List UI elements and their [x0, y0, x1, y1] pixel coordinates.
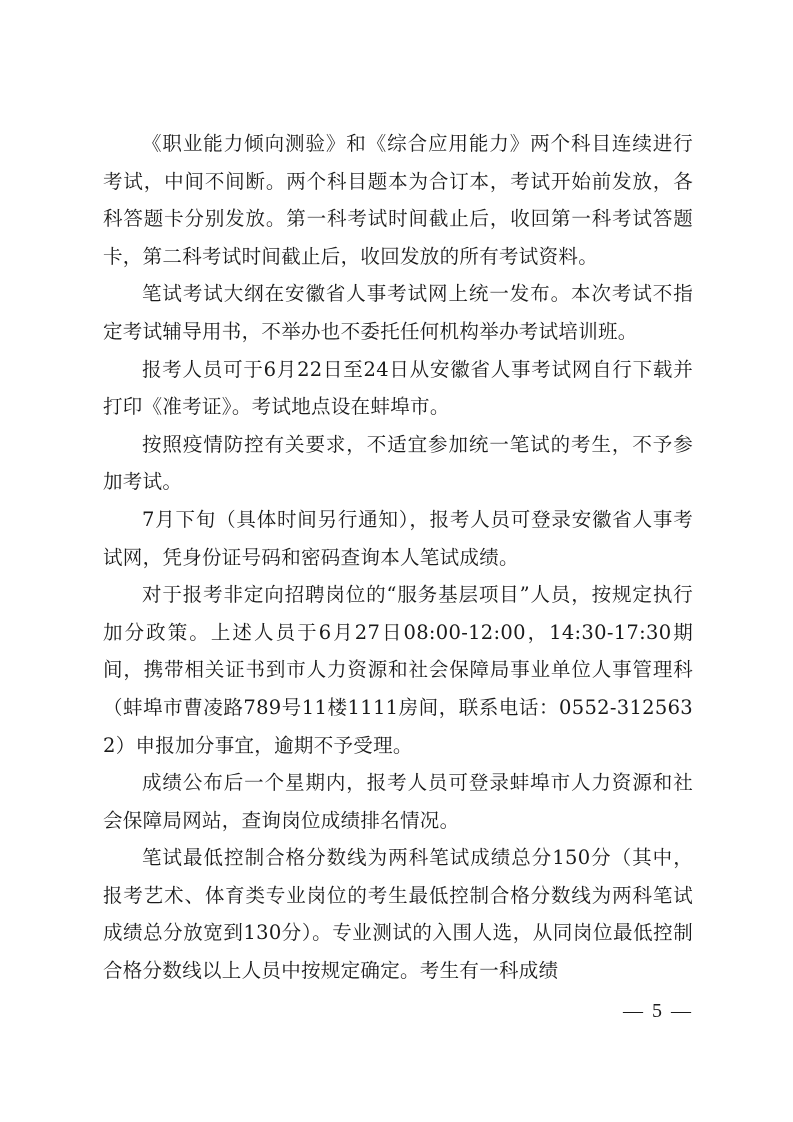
paragraph-bonus-points: 对于报考非定向招聘岗位的“服务基层项目”人员，按规定执行加分政策。上述人员于6月27日08:00-12:00，14:30-17:30期间，携带相关证书到市人力资源和社会保障局事业单位人事管理科（蚌埠市曹凌路789号11楼1111房间，联系电话：0552-3125632）申报加分事宜，逾期不予受理。: [103, 583, 693, 757]
body-text: [103, 125, 693, 990]
paragraph-admission-ticket: 报考人员可于6月22日至24日从安徽省人事考试网自行下载并打印《准考证》。考试地点设在蚌埠市。: [103, 357, 693, 419]
paragraph-exam-procedure: 《职业能力倾向测验》和《综合应用能力》两个科目连续进行考试，中间不间断。两个科目题本为合订本，考试开始前发放，各科答题卡分别发放。第一科考试时间截止后，收回第一科考试答题卡，第二科考试时间截止后，收回发放的所有考试资料。: [103, 132, 693, 268]
paragraph-epidemic-control: 按照疫情防控有关要求，不适宜参加统一笔试的考生，不予参加考试。: [103, 432, 693, 494]
paragraph-passing-score: 笔试最低控制合格分数线为两科笔试成绩总分150分（其中，报考艺术、体育类专业岗位的考生最低控制合格分数线为两科笔试成绩总分放宽到130分）。专业测试的入围人选，从同岗位最低控制合格分数线以上人员中按规定确定。考生有一科成绩: [103, 846, 693, 983]
paragraph-ranking: 成绩公布后一个星期内，报考人员可登录蚌埠市人力资源和社会保障局网站，查询岗位成绩排名情况。: [103, 771, 693, 832]
paragraph-score-query: 7月下旬（具体时间另行通知），报考人员可登录安徽省人事考试网，凭身份证号码和密码查询本人笔试成绩。: [103, 507, 693, 569]
page-number: — 5 —: [623, 1000, 693, 1022]
paragraph-exam-outline: 笔试考试大纲在安徽省人事考试网上统一发布。本次考试不指定考试辅导用书，不举办也不委托任何机构举办考试培训班。: [103, 282, 693, 343]
